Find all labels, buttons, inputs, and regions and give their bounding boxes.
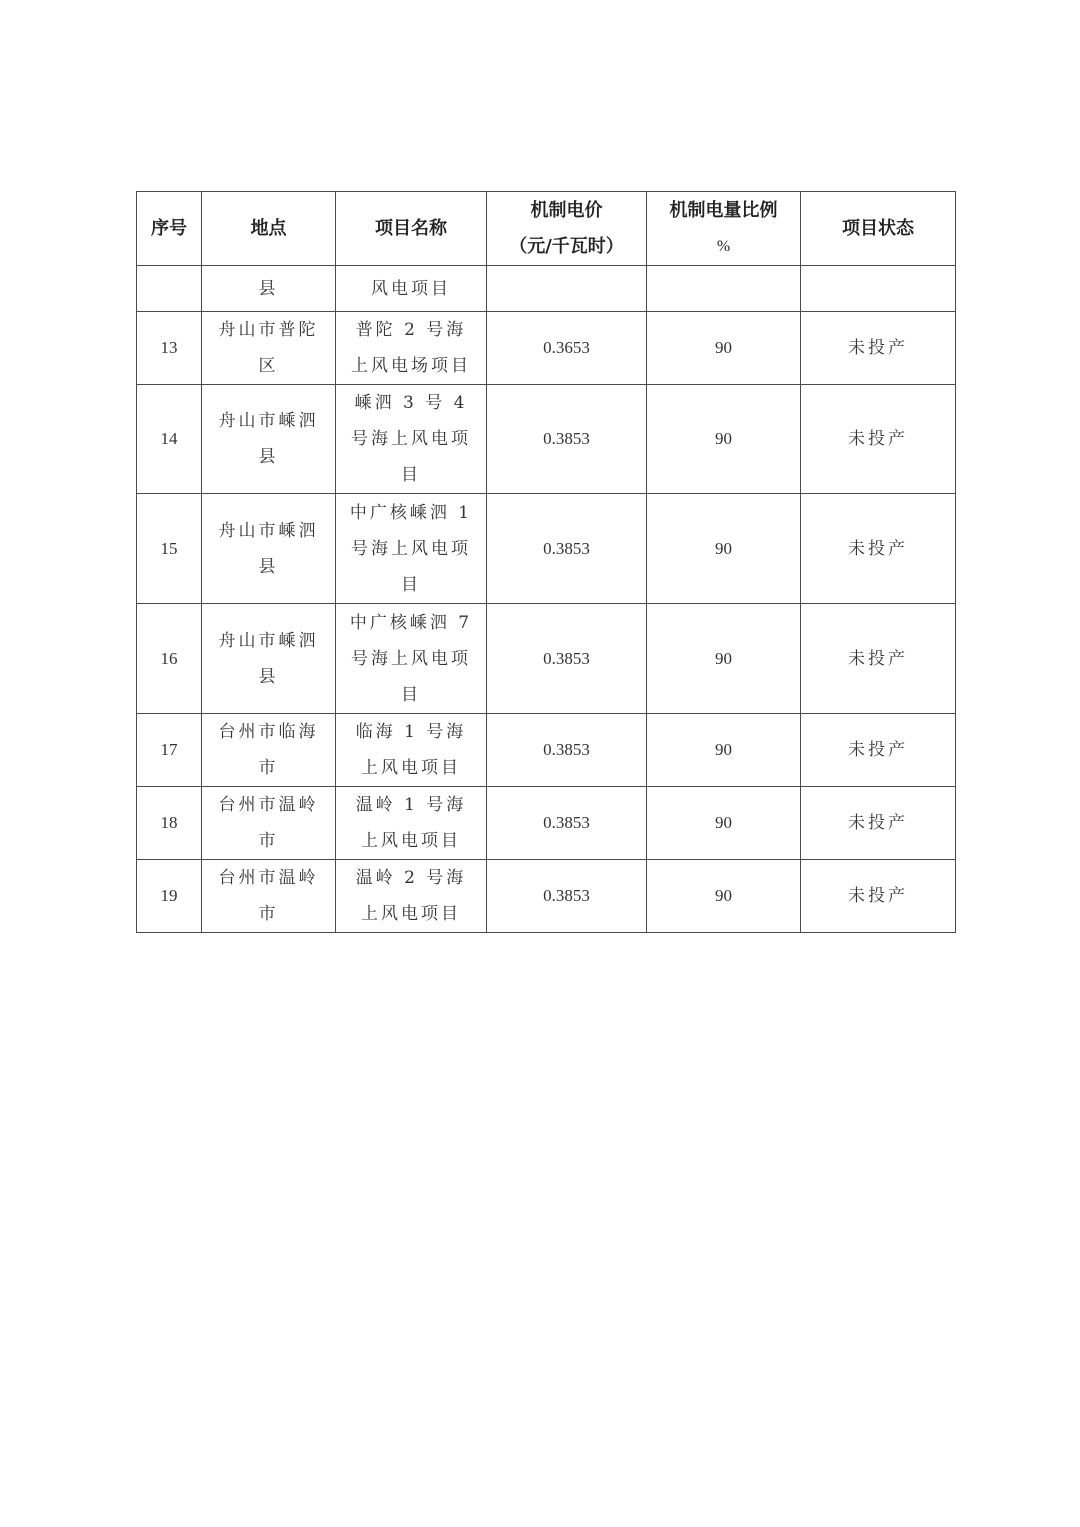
cell-seq: 19 xyxy=(137,860,202,933)
cell-project-name: 风电项目 xyxy=(336,266,487,312)
cell-seq: 13 xyxy=(137,312,202,385)
header-ratio xyxy=(647,192,801,266)
cell-status: 未投产 xyxy=(801,787,956,860)
cell-status: 未投产 xyxy=(801,494,956,604)
cell-location: 台州市温岭市 xyxy=(202,860,336,933)
cell-seq: 15 xyxy=(137,494,202,604)
cell-price: 0.3853 xyxy=(487,860,647,933)
cell-location: 舟山市嵊泗县 xyxy=(202,494,336,604)
cell-ratio: 90 xyxy=(647,860,801,933)
cell-project-name: 普陀 2 号海上风电场项目 xyxy=(336,312,487,385)
cell-price: 0.3853 xyxy=(487,604,647,714)
cell-location: 台州市临海市 xyxy=(202,714,336,787)
header-price-line1: 机制电价 xyxy=(530,199,603,221)
header-ratio-line2: % xyxy=(716,237,731,255)
cell-status: 未投产 xyxy=(801,312,956,385)
cell-ratio xyxy=(647,266,801,312)
table-row xyxy=(137,604,956,714)
cell-ratio: 90 xyxy=(647,714,801,787)
cell-ratio: 90 xyxy=(647,787,801,860)
cell-location: 舟山市嵊泗县 xyxy=(202,385,336,494)
cell-price xyxy=(487,266,647,312)
cell-price: 0.3853 xyxy=(487,714,647,787)
cell-status xyxy=(801,266,956,312)
offshore-wind-projects-table xyxy=(136,191,956,933)
cell-seq xyxy=(137,266,202,312)
cell-project-name: 温岭 1 号海上风电项目 xyxy=(336,787,487,860)
cell-ratio: 90 xyxy=(647,385,801,494)
table-row xyxy=(137,860,956,933)
cell-seq: 16 xyxy=(137,604,202,714)
header-status: 项目状态 xyxy=(801,192,956,266)
cell-location: 县 xyxy=(202,266,336,312)
table-row xyxy=(137,312,956,385)
cell-seq: 17 xyxy=(137,714,202,787)
cell-location: 舟山市嵊泗县 xyxy=(202,604,336,714)
cell-project-name: 中广核嵊泗 1 号海上风电项目 xyxy=(336,494,487,604)
table-row xyxy=(137,714,956,787)
cell-location: 舟山市普陀区 xyxy=(202,312,336,385)
cell-status: 未投产 xyxy=(801,604,956,714)
cell-status: 未投产 xyxy=(801,385,956,494)
header-ratio-line1: 机制电量比例 xyxy=(669,199,778,221)
cell-status: 未投产 xyxy=(801,860,956,933)
table-row xyxy=(137,385,956,494)
cell-ratio: 90 xyxy=(647,312,801,385)
cell-seq: 14 xyxy=(137,385,202,494)
cell-seq: 18 xyxy=(137,787,202,860)
table-header-row xyxy=(137,192,956,266)
table-row-continuation xyxy=(137,266,956,312)
table-row xyxy=(137,787,956,860)
header-location: 地点 xyxy=(202,192,336,266)
cell-project-name: 临海 1 号海上风电项目 xyxy=(336,714,487,787)
cell-project-name: 温岭 2 号海上风电项目 xyxy=(336,860,487,933)
cell-price: 0.3853 xyxy=(487,787,647,860)
header-project-name: 项目名称 xyxy=(336,192,487,266)
cell-price: 0.3653 xyxy=(487,312,647,385)
cell-price: 0.3853 xyxy=(487,385,647,494)
header-price-line2: （元/千瓦时） xyxy=(509,235,624,257)
cell-location: 台州市温岭市 xyxy=(202,787,336,860)
cell-price: 0.3853 xyxy=(487,494,647,604)
header-price xyxy=(487,192,647,266)
table-row xyxy=(137,494,956,604)
cell-ratio: 90 xyxy=(647,494,801,604)
header-seq: 序号 xyxy=(137,192,202,266)
cell-project-name: 嵊泗 3 号 4 号海上风电项目 xyxy=(336,385,487,494)
cell-status: 未投产 xyxy=(801,714,956,787)
cell-project-name: 中广核嵊泗 7 号海上风电项目 xyxy=(336,604,487,714)
cell-ratio: 90 xyxy=(647,604,801,714)
